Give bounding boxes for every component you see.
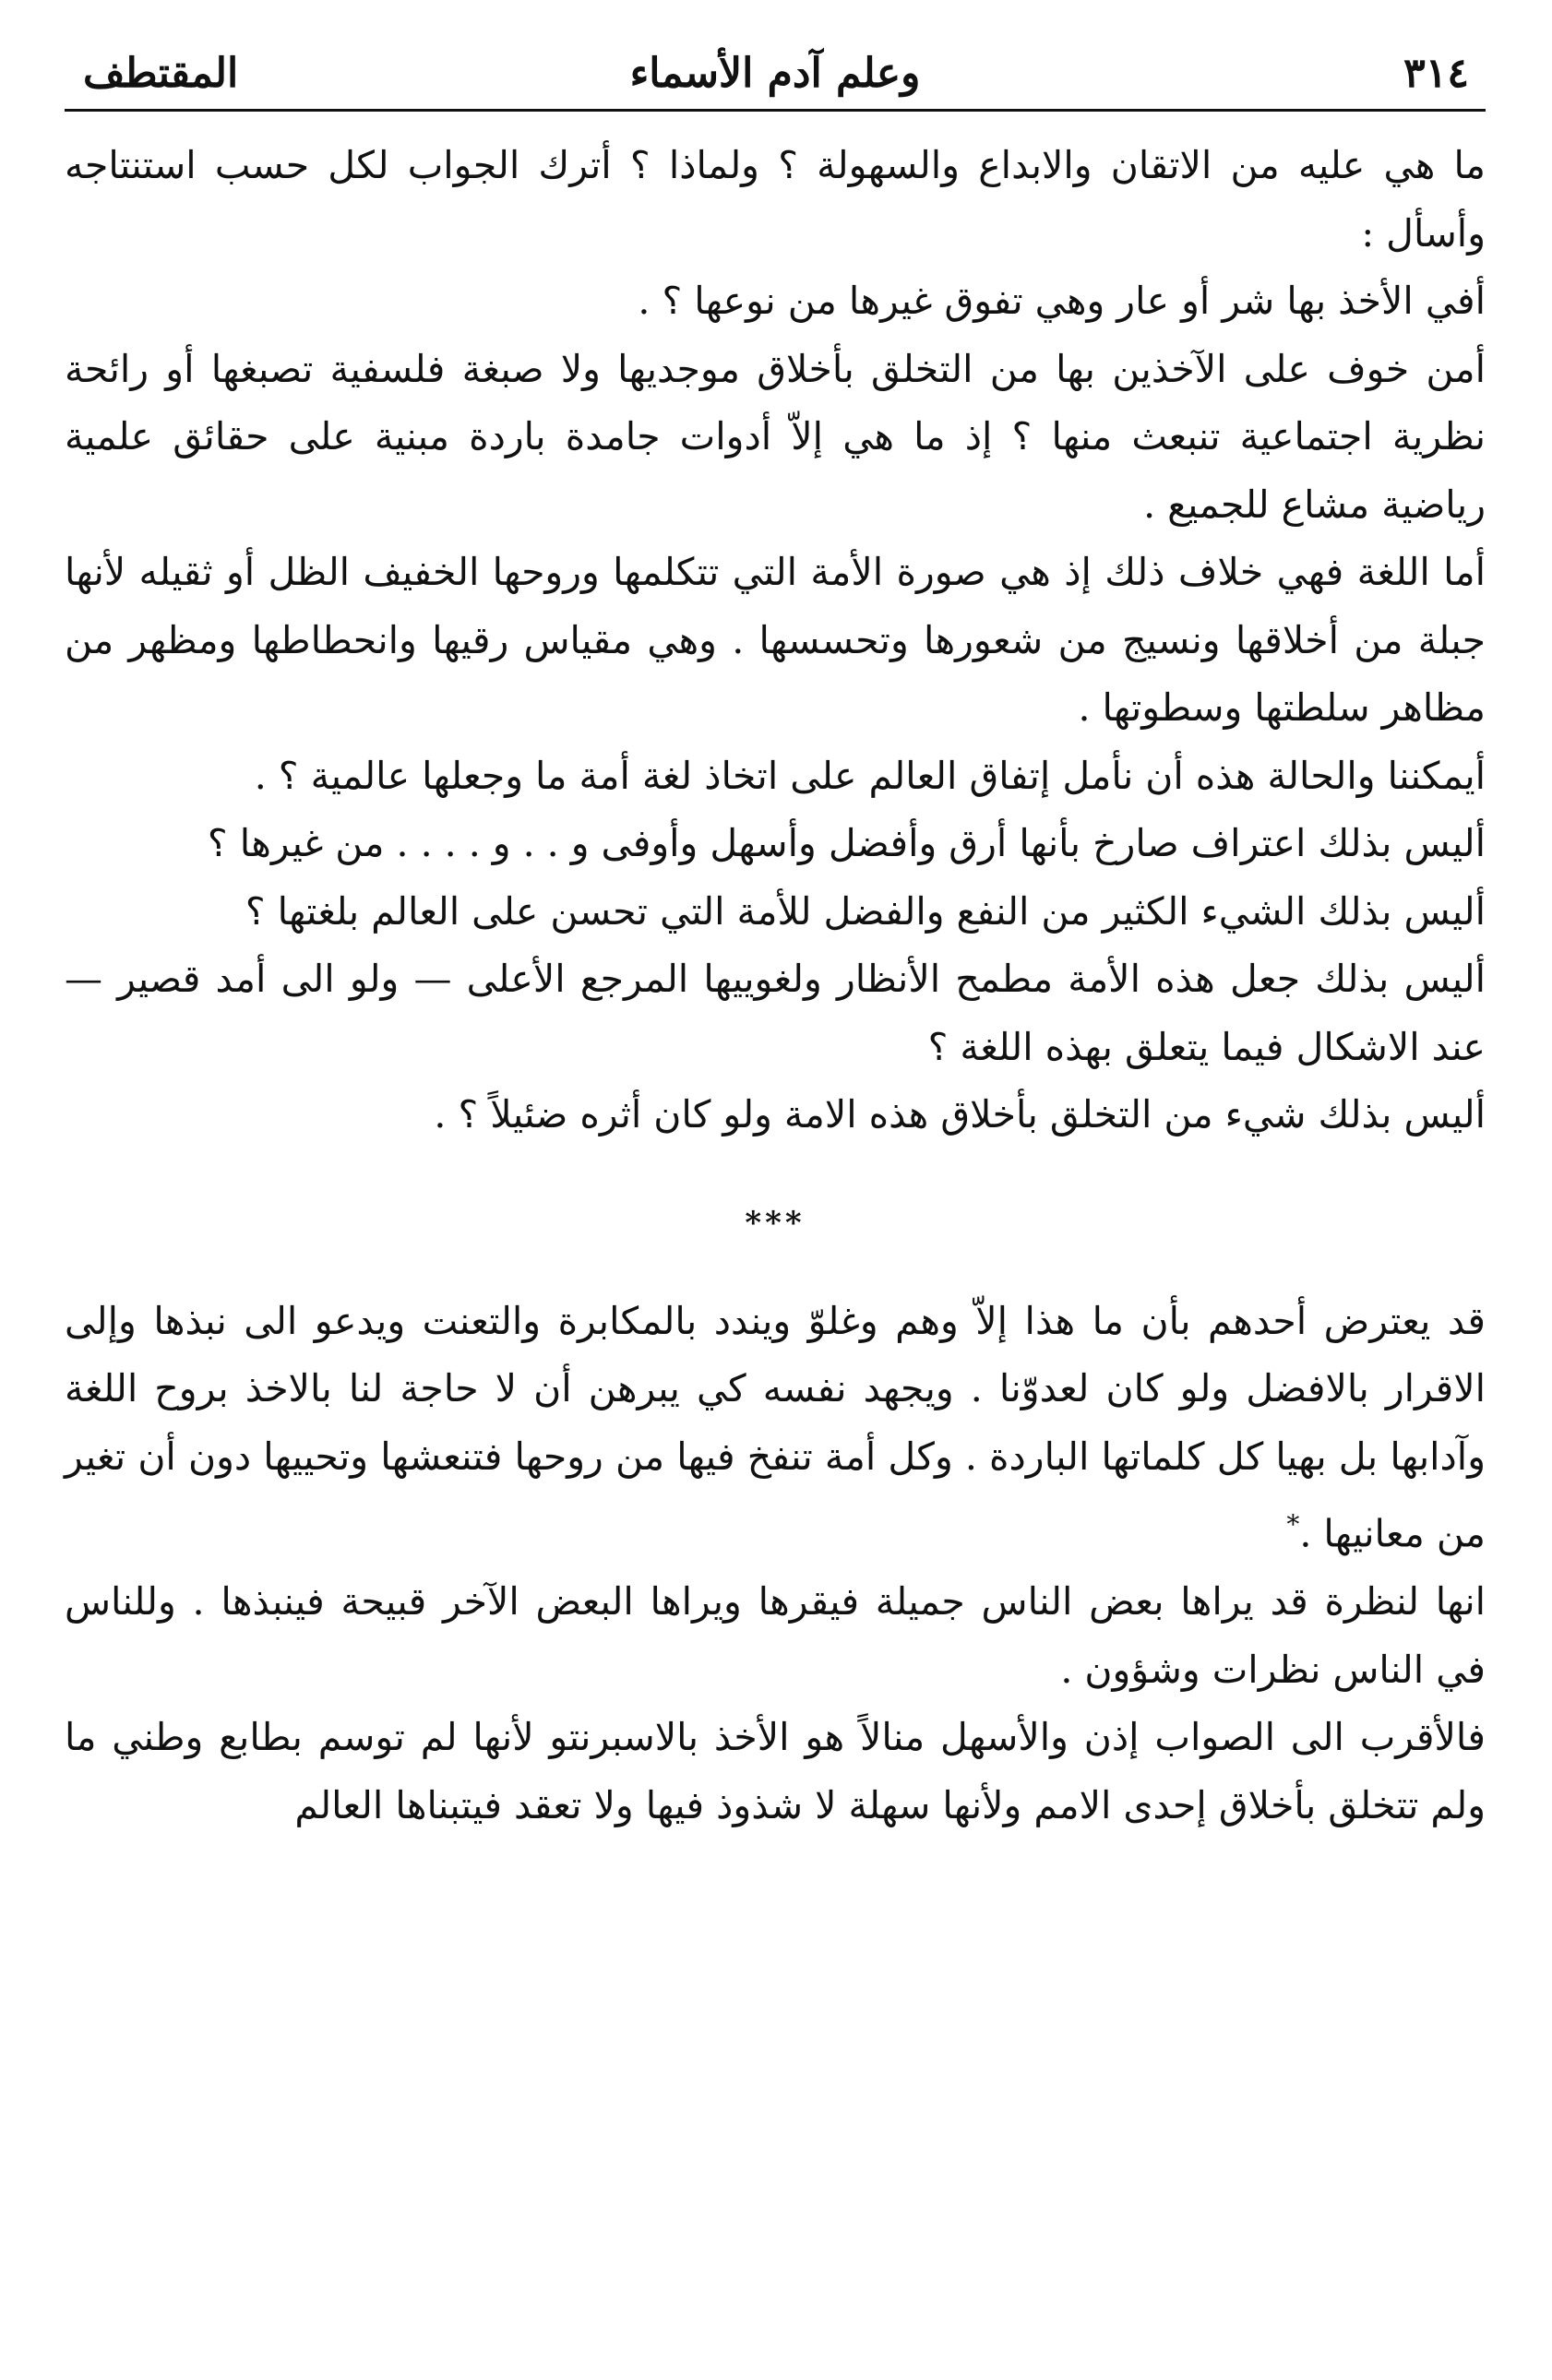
- paragraph: أفي الأخذ بها شر أو عار وهي تفوق غيرها من نوعها ؟ .: [638, 279, 1486, 323]
- article-body: [65, 132, 1486, 1839]
- paragraph: أليس بذلك جعل هذه الأمة مطمح الأنظار ولغوييها المرجع الأعلى — ولو الى أمد قصير — عند الاشكال فيما يتعلق بهذه اللغة ؟: [65, 957, 1486, 1069]
- page-number: ٣١٤: [1403, 50, 1469, 97]
- section-separator: ***: [745, 1204, 806, 1242]
- paragraph: أليس بذلك اعتراف صارخ بأنها أرق وأفضل وأسهل وأوفى و . . و . . . . من غيرها ؟: [207, 821, 1486, 865]
- book-page: [65, 37, 1486, 2343]
- paragraph: أيمكننا والحالة هذه أن نأمل إتفاق العالم على اتخاذ لغة أمة ما وجعلها عالمية ؟ .: [254, 753, 1486, 798]
- paragraph: أمن خوف على الآخذين بها من التخلق بأخلاق موجديها ولا صبغة فلسفية تصبغها أو رائحة نظرية اجتماعية تنبعث منها ؟ إذ ما هي إلاّ أدوات جامدة باردة مبنية على حقائق علمية رياضية مشاع للجميع .: [65, 346, 1486, 527]
- running-head: [65, 37, 1486, 112]
- paragraph-text: قد يعترض أحدهم بأن ما هذا إلاّ وهم وغلوّ ويندد بالمكابرة والتعنت ويدعو الى نبذها وإلى الاقرار بالافضل ولو كان لعدوّنا . ويجهد نفسه كي يبرهن أن لا حاجة لنا بالاخذ بروح اللغة وآدابها بل بهيا كل كلماتها الباردة . وكل أمة تنفخ فيها من روحها فتنعشها وتحييها دون أن تغير من معانيها .: [65, 1298, 1486, 1556]
- journal-name: المقتطف: [83, 50, 239, 97]
- running-title: وعلم آدم الأسماء: [629, 50, 921, 97]
- paragraph: انها لنظرة قد يراها بعض الناس جميلة فيقرها ويراها البعض الآخر قبيحة فينبذها . وللناس في الناس نظرات وشؤون .: [65, 1579, 1486, 1692]
- paragraph: أليس بذلك الشيء الكثير من النفع والفضل للأمة التي تحسن على العالم بلغتها ؟: [245, 888, 1486, 934]
- paragraph: [65, 1288, 1486, 1569]
- paragraph: أما اللغة فهي خلاف ذلك إذ هي صورة الأمة التي تتكلمها وروحها الخفيف الظل أو ثقيله لأنها جبلة من أخلاقها ونسيج من شعورها وتحسسها . وهي مقياس رقيها وانحطاطها ومظهر من مظاهر سلطتها وسطوتها .: [65, 550, 1486, 730]
- paragraph: ما هي عليه من الاتقان والابداع والسهولة ؟ ولماذا ؟ أترك الجواب لكل حسب استنتاجه وأسأل :: [65, 143, 1486, 256]
- footnote-mark: *: [1286, 1509, 1300, 1540]
- paragraph: أليس بذلك شيء من التخلق بأخلاق هذه الامة ولو كان أثره ضئيلاً ؟ .: [434, 1092, 1486, 1136]
- paragraph: فالأقرب الى الصواب إذن والأسهل منالاً هو الأخذ بالاسبرنتو لأنها لم توسم بطابع وطني ما ولم تتخلق بأخلاق إحدى الامم ولأنها سهلة لا شذوذ فيها ولا تعقد فيتبناها العالم: [65, 1715, 1486, 1827]
